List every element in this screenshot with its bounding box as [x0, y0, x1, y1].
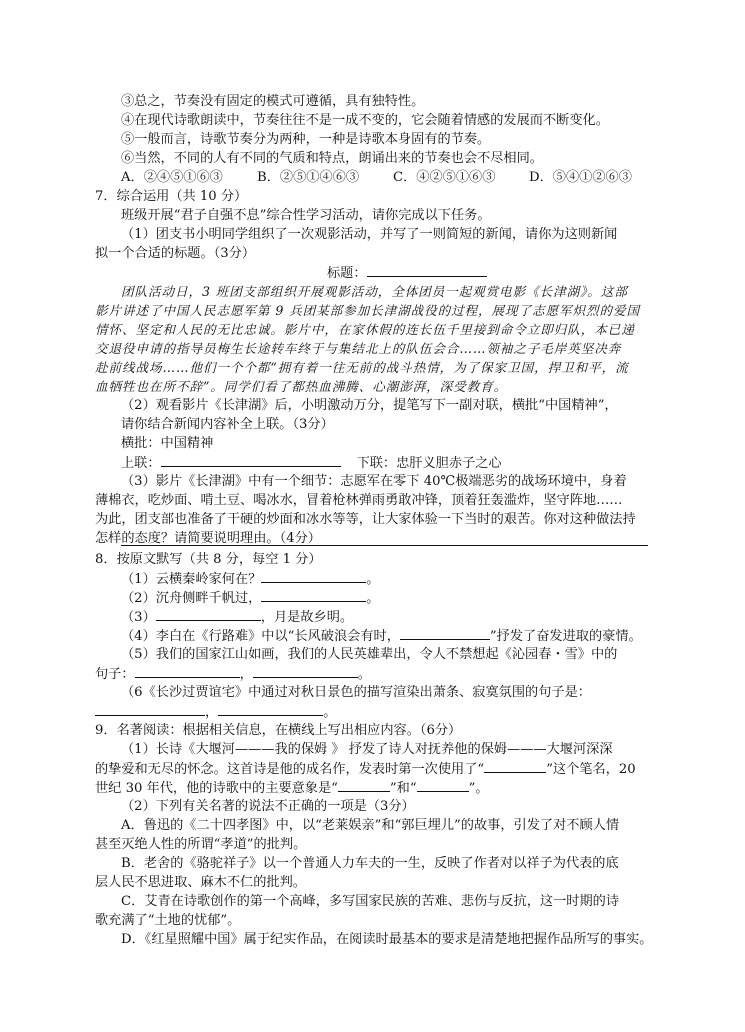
- q8-l4: [121, 627, 653, 646]
- option-a: A．②④⑤①⑥③: [121, 170, 223, 185]
- comma: ，: [205, 705, 219, 720]
- q7-p3-line2: 薄棉衣，吃炒面、啃土豆、喝冰水，冒着枪林弹雨勇敢冲锋，顶着狂轰滥炸，坚守阵地……: [95, 493, 623, 508]
- couplet-line: [121, 454, 653, 473]
- q8-title: 8．按原文默写（共 8 分，每空 1 分）: [95, 552, 322, 567]
- q9-p1-text-end: ”这个笔名，20: [546, 762, 636, 777]
- q8-l5-answer: [95, 665, 653, 684]
- news-line-6: 血牺牲也在所不辞”。同学们看了都热血沸腾、心潮澎湃，深受教育。: [95, 379, 508, 394]
- q7-intro: 班级开展“君子自强不息”综合性学习活动，请你完成以下任务。: [121, 208, 491, 223]
- image-blank-2[interactable]: [417, 779, 469, 792]
- period: 。: [323, 705, 337, 720]
- q8-l3: [121, 608, 653, 627]
- news-line-2: 影片讲述了中国人民志愿军第 9 兵团某部参加长津湖战役的过程，展现了志愿军炽烈的爱国: [95, 303, 640, 318]
- comma: ，: [239, 667, 253, 682]
- q8-l6-blank-2[interactable]: [218, 703, 323, 716]
- q9-option-d: D．《红星照耀中国》属于纪实作品，在阅读时最基本的要求是清楚地把握作品所写的事实。: [121, 932, 653, 947]
- q8-l1: [121, 570, 653, 589]
- q9-option-c-line1: C．艾青在诗歌创作的第一个高峰，多写国家民族的苦难、悲伤与反抗，这一时期的诗: [121, 894, 620, 909]
- q9-p1-line2: [95, 760, 653, 779]
- q8-l3-blank[interactable]: [156, 608, 261, 621]
- period: 。: [366, 591, 380, 606]
- q9-title: 9．名著阅读：根据相关信息，在横线上写出相应内容。（6分）: [95, 723, 462, 738]
- sentence-6: ⑥当然，不同的人有不同的气质和特点，朗诵出来的节奏也会不尽相同。: [121, 151, 543, 166]
- q9-p1-text-c: 世纪 30 年代，他的诗歌中的主要意象是“: [95, 781, 338, 796]
- q8-l3-label: （3）: [121, 610, 156, 625]
- title-answer-blank[interactable]: [367, 264, 487, 277]
- q9-p1-text-c2: ”和“: [389, 781, 417, 796]
- q9-option-b-line2: 层人民不思进取、麻木不仁的批判。: [95, 875, 306, 890]
- q8-l5-label: 句子：: [95, 667, 135, 682]
- q7-p3-line1: （3）影片《长津湖》中有一个细节：志愿军在零下 40℃极端恶劣的战场环境中，身着: [121, 474, 627, 489]
- q8-l3-text: ，月是故乡明。: [260, 610, 354, 625]
- q7-title: 7．综合运用（共 10 分）: [95, 189, 248, 204]
- q8-l2-blank[interactable]: [261, 589, 366, 602]
- q9-p1-text: 的挚爱和无尽的怀念。这首诗是他的成名作，发表时第一次使用了“: [95, 762, 485, 777]
- option-b: B．②⑤①④⑥③: [257, 170, 360, 185]
- q7-p2-line1: （2）观看影片《长津湖》后，小明激动万分，提笔写下一副对联，横批“中国精神”，: [121, 398, 618, 413]
- q9-option-a-line1: A．鲁迅的《二十四孝图》中，以“老莱娱亲”和“郭巨埋儿”的故事，引发了对不顾人情: [121, 818, 620, 833]
- period: 。: [357, 667, 371, 682]
- q9-p1-line3: [95, 779, 653, 798]
- shanglian-blank[interactable]: [161, 454, 341, 467]
- q7-p3-line4: 怎样的态度？请简要说明理由。（4分）: [95, 531, 321, 546]
- news-line-5: 赴前线战场……他们一个个都“拥有着一往无前的战斗热情，为了保家卫国，捍卫和平，流: [95, 360, 629, 375]
- q8-l1-text: （1）云横秦岭家何在？: [121, 572, 262, 587]
- news-line-3: 情怀、坚定和人民的无比忠诚。影片中，在家休假的连长伍千里接到命令立即归队，本已递: [95, 322, 635, 337]
- q7-p1-line1: （1）团支书小明同学组织了一次观影活动，并写了一则简短的新闻，请你为这则新闻: [121, 227, 618, 242]
- hengpi: 横批：中国精神: [121, 436, 214, 451]
- q7-p1-line2: 拟一个合适的标题。（3分）: [95, 246, 256, 261]
- q8-l2-text: （2）沉舟侧畔千帆过，: [121, 591, 262, 606]
- shanglian-label: 上联：: [121, 456, 161, 471]
- title-line: [327, 264, 653, 283]
- q6-options: [121, 169, 653, 187]
- q8-l4-blank[interactable]: [400, 627, 490, 640]
- q8-l5: （5）我们的国家江山如画，我们的人民英雄辈出，令人不禁想起《沁园春・雪》中的: [121, 647, 618, 662]
- q9-p1-line1: （1）长诗《大堰河———我的保姆 》 抒发了诗人对抚养他的保姆———大堰河深深: [121, 742, 613, 757]
- pen-name-blank[interactable]: [484, 760, 546, 773]
- q9-option-c-line2: 歌充满了“土地的忧郁”。: [95, 913, 241, 928]
- q7-p2-line2: 请你结合新闻内容补全上联。（3分）: [121, 417, 334, 432]
- q8-l1-blank[interactable]: [261, 570, 366, 583]
- news-line-4: 交退役申请的指导员梅生长途转车终于与集结北上的队伍会合……领袖之子毛岸英坚决奔: [95, 341, 622, 356]
- q9-option-b-line1: B．老舍的《骆驼祥子》以一个普通人力车夫的一生，反映了作者对以祥子为代表的底: [121, 856, 619, 871]
- q8-l6-blank-1[interactable]: [95, 703, 205, 716]
- image-blank-1[interactable]: [338, 779, 390, 792]
- option-c: C．④②⑤①⑥③: [393, 170, 496, 185]
- q8-l4-text: （4）李白在《行路难》中以“长风破浪会有时，: [121, 629, 400, 644]
- q7-p3-line3: 为此，团支部也准备了干硬的炒面和冰水等等，让大家体验一下当时的艰苦。你对这种做法持: [95, 512, 636, 527]
- xialian: 下联：忠肝义胆赤子之心: [356, 456, 502, 471]
- sentence-4: ④在现代诗歌朗读中，节奏往往不是一成不变的，它会随着情感的发展而不断变化。: [121, 113, 609, 128]
- title-label: 标题：: [327, 266, 367, 281]
- news-line-1: 团队活动日，3 班团支部组织开展观影活动，全体团员一起观赏电影《长津湖》。这部: [121, 284, 628, 299]
- q8-l5-blank-1[interactable]: [135, 665, 240, 678]
- q8-l4-text-end: ”抒发了奋发进取的豪情。: [489, 629, 642, 644]
- q8-l6: （6《长沙过贾谊宅》中通过对秋日景色的描写渲染出萧条、寂寞氛围的句子是：: [121, 685, 591, 700]
- q7-answer-line[interactable]: [121, 545, 648, 546]
- q9-option-a-line2: 甚至灭绝人性的所谓“孝道”的批判。: [95, 837, 307, 852]
- q9-p2: （2）下列有关名著的说法不正确的一项是（3分）: [121, 799, 415, 814]
- sentence-5: ⑤一般而言，诗歌节奏分为两种，一种是诗歌本身固有的节奏。: [121, 132, 491, 147]
- q8-l5-blank-2[interactable]: [253, 665, 358, 678]
- sentence-3: ③总之，节奏没有固定的模式可遵循，具有独特性。: [121, 94, 425, 109]
- q8-l2: [121, 589, 653, 608]
- q8-l6-answer: [95, 703, 653, 722]
- option-d: D．⑤④①②⑥③: [529, 170, 632, 185]
- period: 。: [366, 572, 380, 587]
- q9-p1-text-c3: ”。: [468, 781, 489, 796]
